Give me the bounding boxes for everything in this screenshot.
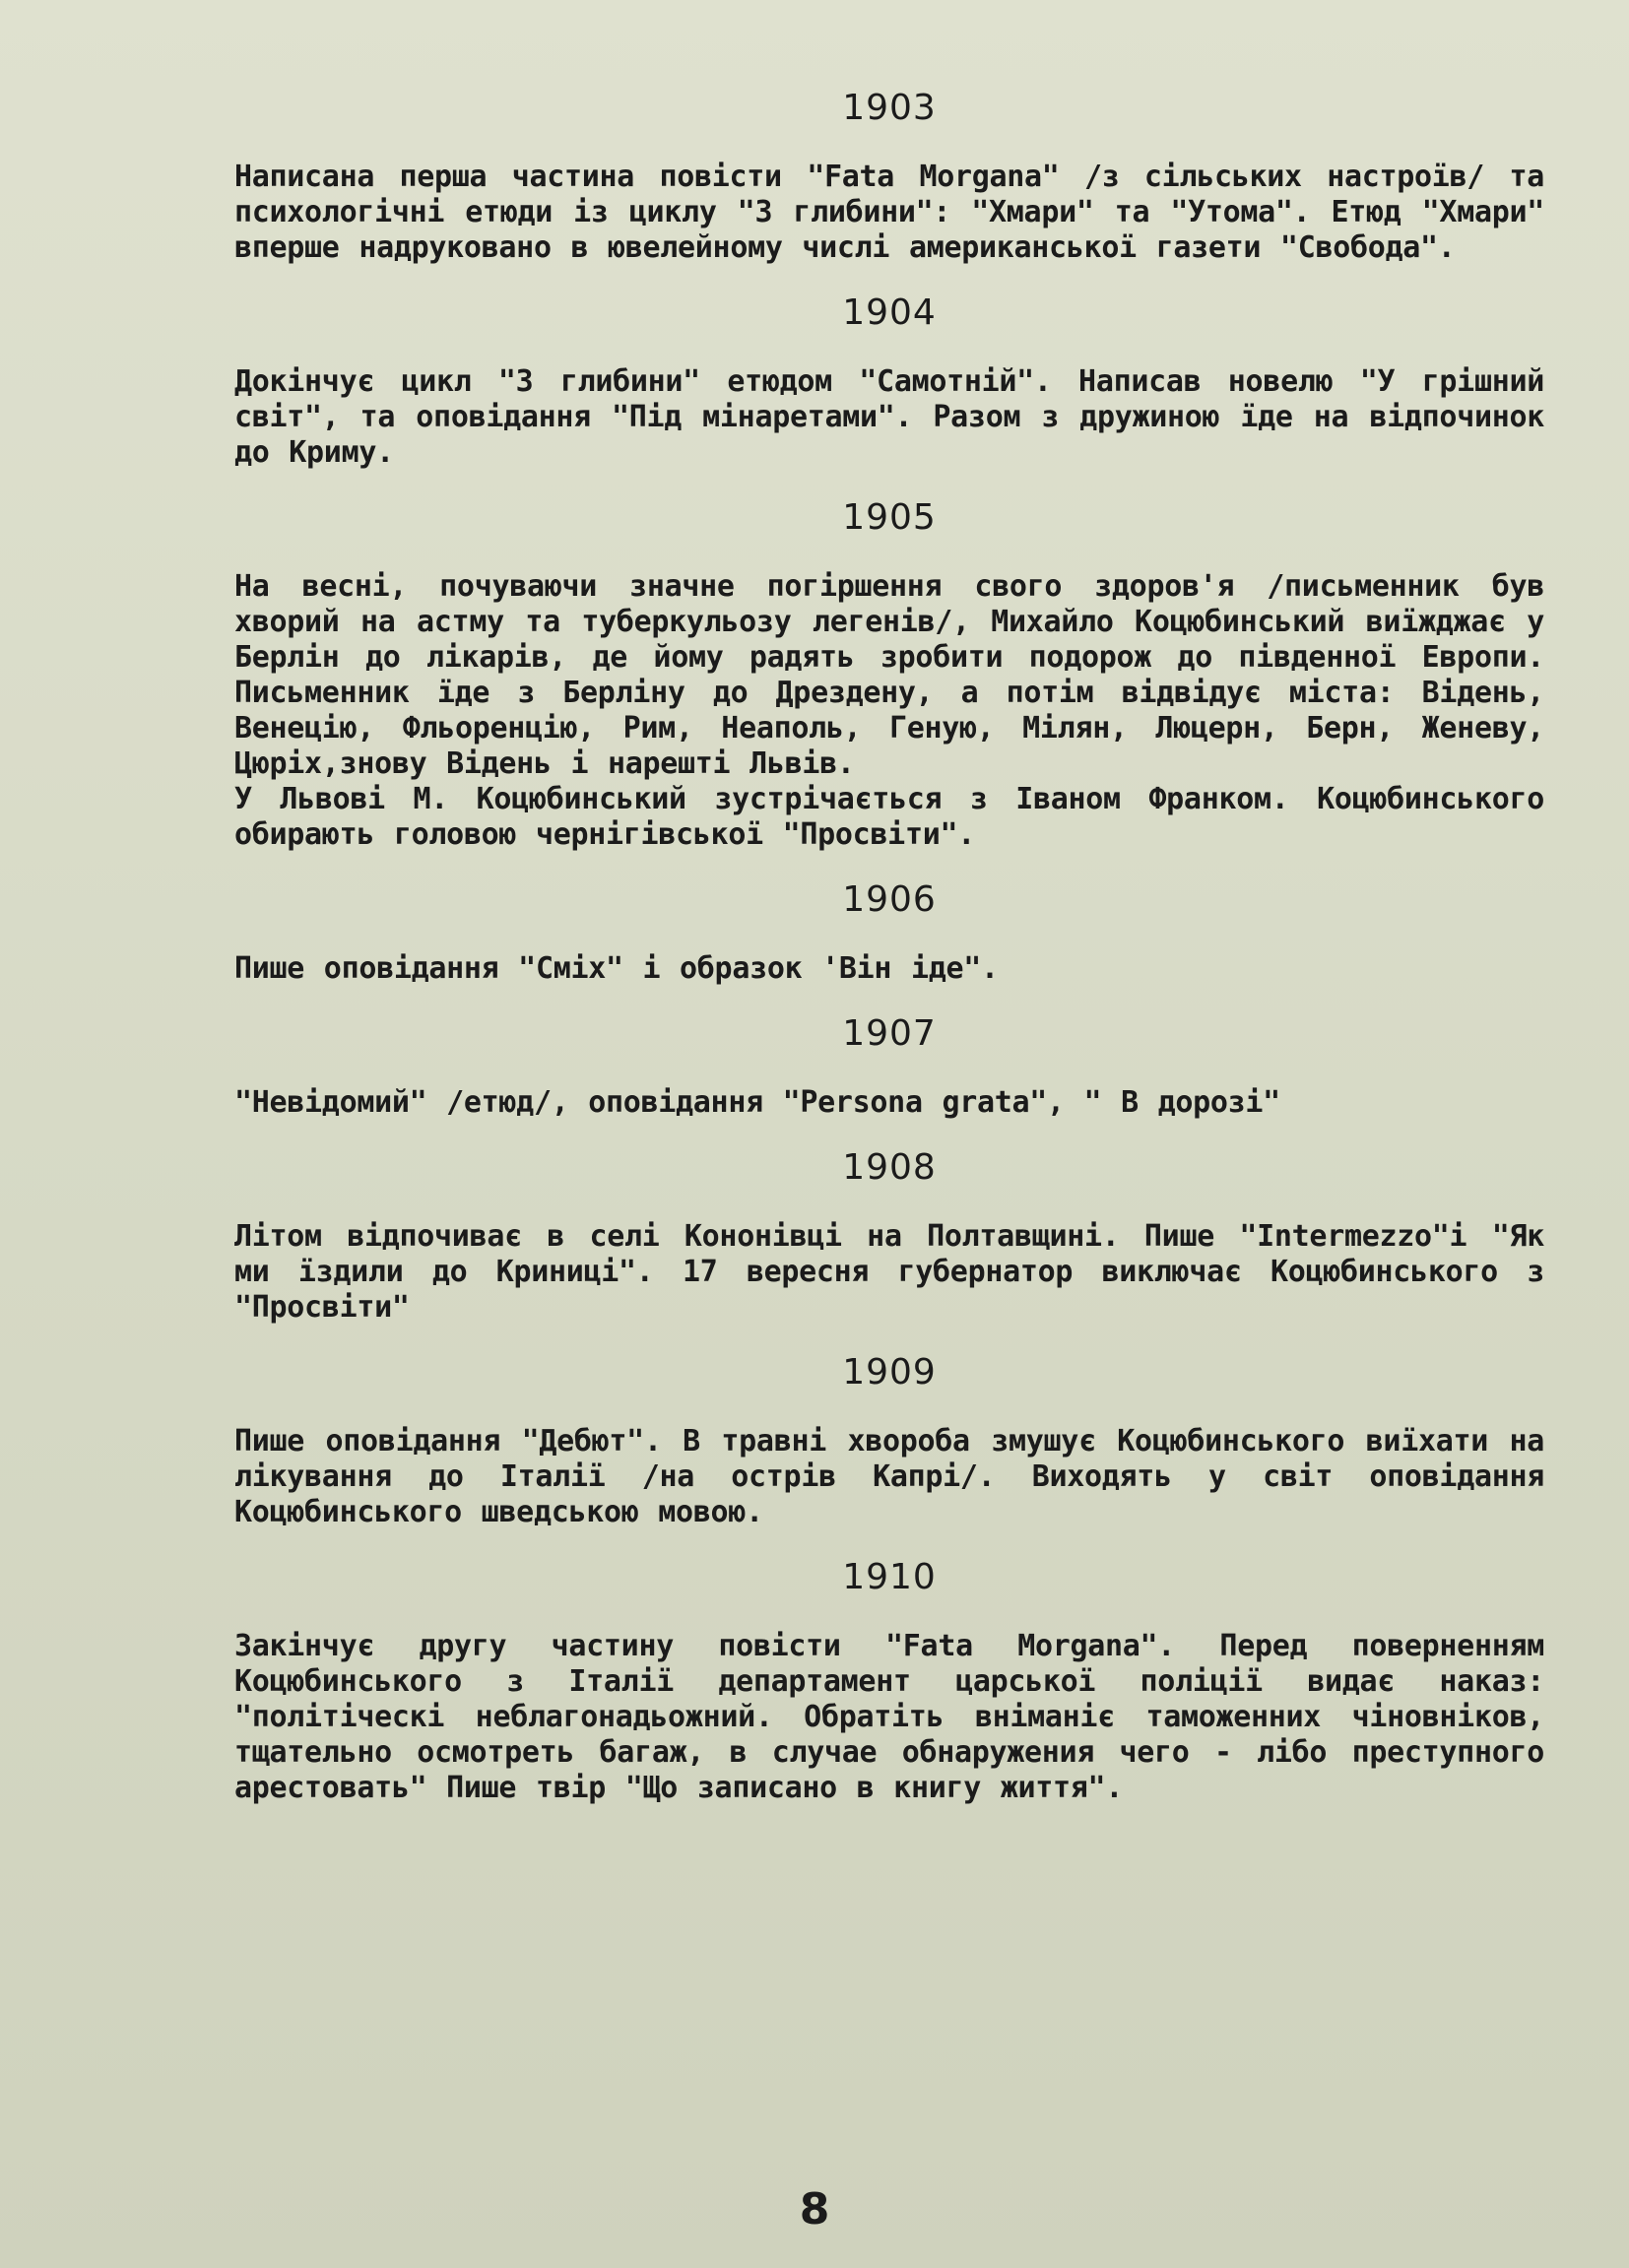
year-entry [234, 569, 1544, 853]
year-entry [234, 364, 1544, 471]
year-heading: 1909 [842, 1352, 937, 1393]
entry-paragraph: Пише оповідання "Дебют". В травні хвороба змушує Коцюбинського виїхати на лікування до Італії /на острів Капрі/. Виходять у світ оповідання Коцюбинського шведською мовою. [234, 1424, 1544, 1529]
year-heading: 1910 [842, 1557, 937, 1597]
entry-paragraph: У Львові М. Коцюбинський зустрічається з Іваном Франком. Коцюбинського обирають головою чернігівської "Просвіти". [234, 782, 1544, 852]
year-heading: 1904 [842, 292, 937, 333]
year-entry [234, 1219, 1544, 1326]
entry-paragraph: "Невідомий" /етюд/, оповідання "Persona grata", " В дорозі" [234, 1085, 1280, 1120]
year-entry [234, 951, 1544, 987]
entry-paragraph: Написана перша частина повісти "Fata Morgana" /з сільських настроїв/ та психологічні етюди із циклу "З глибини": "Хмари" та "Утома". Етюд "Хмари" вперше надруковано в ювелейному числі американської газети "Свобода". [234, 160, 1544, 265]
year-entry [234, 1424, 1544, 1530]
year-heading: 1907 [842, 1013, 937, 1054]
year-heading: 1905 [842, 497, 937, 538]
page-number: 8 [799, 2184, 830, 2235]
year-entry [234, 1629, 1544, 1806]
entry-paragraph: Пише оповідання "Сміх" і образок 'Він іде". [234, 951, 999, 986]
chronology-body [234, 87, 1544, 1832]
entry-paragraph: На весні, почуваючи значне погіршення свого здоров'я /письменник був хворий на астму та туберкульозу легенів/, Михайло Коцюбинський виїжджає у Берлін до лікарів, де йому радять зробити подорож до південної Европи. Письменник їде з Берліну до Дрездену, а потім відвідує міста: Відень, Венецію, Фльоренцію, Рим, Неаполь, Геную, Мілян, Люцерн, Берн, Женеву, Цюріх,знову Відень і нарешті Львів. [234, 569, 1544, 781]
year-entry [234, 160, 1544, 266]
entry-paragraph: Закінчує другу частину повісти "Fata Morgana". Перед поверненням Коцюбинського з Італії департамент царської поліції видає наказ: "політіческі неблагонадьожний. Обратіть вніманіє таможенних чіновніков, тщательно осмотреть багаж, в случае обнаружения чего - лібо преступного арестовать" Пише твір "Що записано в книгу життя". [234, 1629, 1544, 1805]
year-heading: 1908 [842, 1147, 937, 1188]
year-heading: 1906 [842, 879, 937, 920]
entry-paragraph: Докінчує цикл "З глибини" етюдом "Самотній". Написав новелю "У грішний світ", та оповідання "Під мінаретами". Разом з дружиною їде на відпочинок до Криму. [234, 364, 1544, 470]
year-heading: 1903 [842, 88, 937, 128]
entry-paragraph: Літом відпочиває в селі Кононівці на Полтавщині. Пише "Intermezzo"і "Як ми їздили до Криниці". 17 вересня губернатор виключає Коцюбинського з "Просвіти" [234, 1219, 1544, 1325]
year-entry [234, 1085, 1544, 1121]
